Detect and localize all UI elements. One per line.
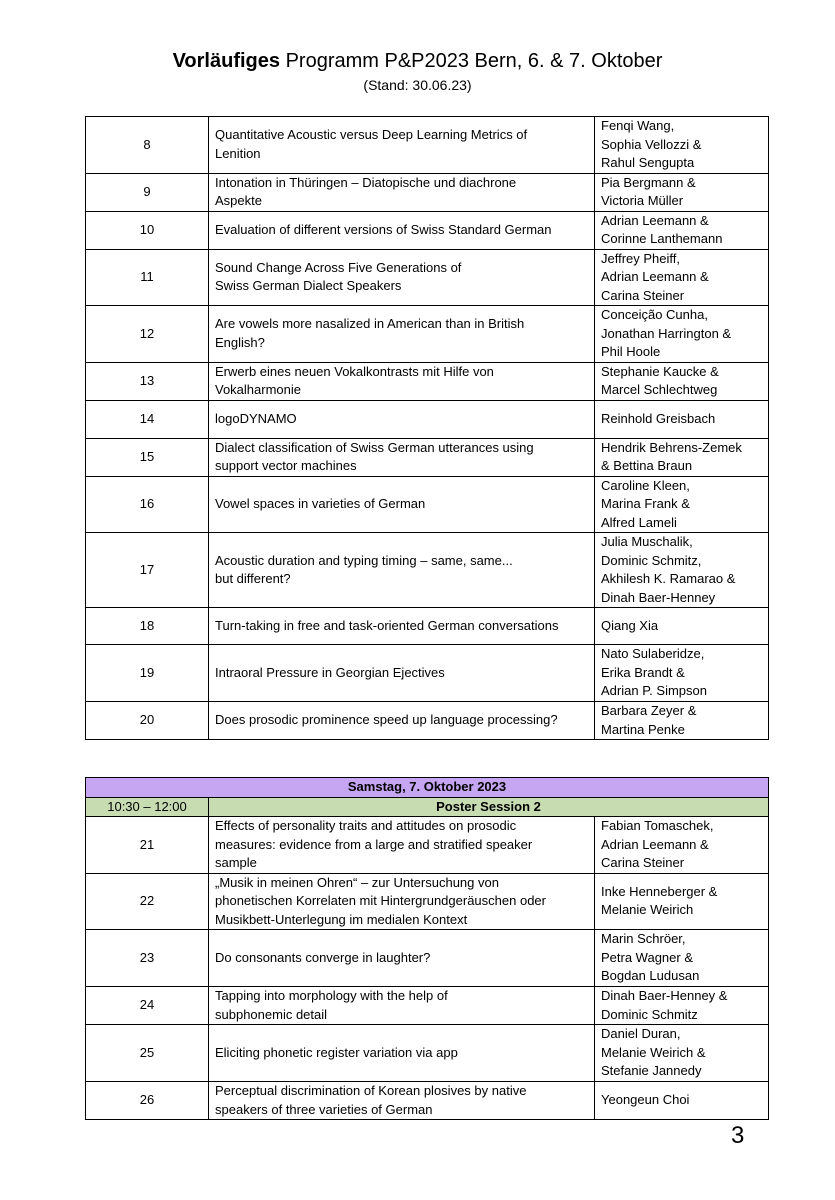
author-line: Julia Muschalik, xyxy=(601,534,693,549)
page-subtitle: (Stand: 30.06.23) xyxy=(363,77,472,93)
talk-authors xyxy=(595,249,769,306)
talk-authors xyxy=(595,400,769,438)
talk-title xyxy=(209,476,595,533)
program-row xyxy=(86,930,769,987)
talk-title-line: Eliciting phonetic register variation via app xyxy=(215,1044,458,1060)
author-line: Marin Schröer, xyxy=(601,931,686,947)
day-header-row xyxy=(86,778,769,798)
program-row xyxy=(86,1082,769,1120)
talk-title-line: Sound Change Across Five Generations of xyxy=(215,259,462,275)
talk-authors xyxy=(595,533,769,608)
author-line: Jonathan Harrington & xyxy=(601,325,732,341)
talk-title xyxy=(209,1082,595,1120)
author-line: Fenqi Wang, xyxy=(601,118,675,133)
author-line: Barbara Zeyer & xyxy=(601,703,697,718)
talk-number: 20 xyxy=(86,702,209,740)
talk-number: 21 xyxy=(86,817,209,874)
author-line: Carina Steiner xyxy=(601,287,685,303)
author-line: Sophia Vellozzi & xyxy=(601,136,702,152)
program-row xyxy=(86,873,769,930)
author-line: Adrian Leemann & xyxy=(601,269,709,284)
talk-number: 22 xyxy=(86,873,209,930)
author-line: Adrian Leemann & xyxy=(601,212,709,228)
talk-authors xyxy=(595,873,769,930)
author-line: Dominic Schmitz xyxy=(601,1006,698,1022)
author-line: Nato Sulaberidze, xyxy=(601,646,705,662)
talk-number: 19 xyxy=(86,645,209,702)
talk-title-line: logoDYNAMO xyxy=(215,410,297,426)
talk-title-line: Intonation in Thüringen – Diatopische und diachrone xyxy=(215,174,517,190)
author-line: Bogdan Ludusan xyxy=(601,968,700,984)
talk-authors xyxy=(595,362,769,400)
talk-authors xyxy=(595,117,769,174)
author-line: Marcel Schlechtweg xyxy=(601,382,718,397)
talk-authors xyxy=(595,702,769,740)
talk-title xyxy=(209,873,595,930)
talk-title xyxy=(209,249,595,306)
author-line: Dinah Baer-Henney xyxy=(601,589,716,605)
talk-number: 13 xyxy=(86,362,209,400)
author-line: Petra Wagner & xyxy=(601,949,694,965)
talk-title-line: Perceptual discrimination of Korean plosives by native xyxy=(215,1083,527,1098)
talk-title-line: Does prosodic prominence speed up language processing? xyxy=(215,712,558,728)
day-label: Samstag, 7. Oktober 2023 xyxy=(86,778,769,798)
author-line: Akhilesh K. Ramarao & xyxy=(601,571,736,586)
talk-authors xyxy=(595,211,769,249)
talk-authors xyxy=(595,987,769,1025)
program-row xyxy=(86,211,769,249)
talk-title-line: „Musik in meinen Ohren“ – zur Untersuchung von xyxy=(215,874,499,890)
author-line: Victoria Müller xyxy=(601,193,684,208)
program-table-body xyxy=(86,117,769,740)
talk-authors xyxy=(595,817,769,874)
talk-title-line: Musikbett-Unterlegung im medialen Kontext xyxy=(215,911,468,927)
talk-title-line: phonetischen Korrelaten mit Hintergrundgeräuschen oder xyxy=(215,893,546,908)
talk-title-line: support vector machines xyxy=(215,458,357,473)
program-row xyxy=(86,987,769,1025)
talk-title xyxy=(209,1025,595,1082)
author-line: Inke Henneberger & xyxy=(601,883,718,899)
author-line: Erika Brandt & xyxy=(601,664,685,680)
program-row xyxy=(86,608,769,645)
program-row xyxy=(86,400,769,438)
talk-number: 17 xyxy=(86,533,209,608)
talk-title xyxy=(209,702,595,740)
page-header xyxy=(0,48,835,94)
page-title xyxy=(0,48,835,74)
talk-number: 15 xyxy=(86,438,209,476)
talk-title-line: Evaluation of different versions of Swiss Standard German xyxy=(215,221,552,237)
talk-title-line: Do consonants converge in laughter? xyxy=(215,949,431,965)
talk-title xyxy=(209,117,595,174)
program-row xyxy=(86,306,769,363)
author-line: & Bettina Braun xyxy=(601,458,693,473)
talk-title xyxy=(209,930,595,987)
talk-title-line: measures: evidence from a large and stratified speaker xyxy=(215,836,533,852)
talk-authors xyxy=(595,306,769,363)
talk-authors xyxy=(595,608,769,645)
author-line: Adrian Leemann & xyxy=(601,836,709,852)
author-line: Melanie Weirich & xyxy=(601,1044,706,1060)
author-line: Martina Penke xyxy=(601,721,685,737)
author-line: Hendrik Behrens-Zemek xyxy=(601,439,742,455)
author-line: Fabian Tomaschek, xyxy=(601,818,714,833)
author-line: Rahul Sengupta xyxy=(601,155,695,170)
talk-number: 18 xyxy=(86,608,209,645)
talk-title-line: Turn-taking in free and task-oriented German conversations xyxy=(215,617,559,633)
talk-title-line: subphonemic detail xyxy=(215,1006,328,1022)
talk-authors xyxy=(595,930,769,987)
talk-title-line: Acoustic duration and typing timing – same, same... xyxy=(215,552,513,568)
talk-title-line: English? xyxy=(215,334,265,350)
author-line: Alfred Lameli xyxy=(601,514,677,530)
talk-title xyxy=(209,173,595,211)
talk-title xyxy=(209,306,595,363)
program-row xyxy=(86,1025,769,1082)
author-line: Carina Steiner xyxy=(601,855,685,870)
talk-number: 14 xyxy=(86,400,209,438)
talk-title-line: Effects of personality traits and attitudes on prosodic xyxy=(215,818,517,833)
program-row xyxy=(86,702,769,740)
talk-title xyxy=(209,400,595,438)
author-line: Conceição Cunha, xyxy=(601,307,708,322)
program-row xyxy=(86,362,769,400)
talk-title xyxy=(209,817,595,874)
author-line: Daniel Duran, xyxy=(601,1026,681,1042)
talk-title-line: Vowel spaces in varieties of German xyxy=(215,496,426,511)
talk-number: 26 xyxy=(86,1082,209,1120)
talk-title-line: Erwerb eines neuen Vokalkontrasts mit Hilfe von xyxy=(215,363,494,379)
program-row xyxy=(86,476,769,533)
talk-title-line: Aspekte xyxy=(215,193,262,208)
talk-title xyxy=(209,211,595,249)
talk-title-line: but different? xyxy=(215,571,291,586)
author-line: Stefanie Jannedy xyxy=(601,1063,702,1079)
session-time: 10:30 – 12:00 xyxy=(86,797,209,817)
session-name: Poster Session 2 xyxy=(209,797,769,817)
talk-authors xyxy=(595,476,769,533)
author-line: Reinhold Greisbach xyxy=(601,410,716,426)
talk-number: 9 xyxy=(86,173,209,211)
talk-title-line: Are vowels more nasalized in American than in British xyxy=(215,316,525,332)
program-row xyxy=(86,817,769,874)
author-line: Adrian P. Simpson xyxy=(601,683,707,699)
talk-title-line: sample xyxy=(215,855,257,870)
program-table-friday xyxy=(85,116,769,740)
title-bold-part: Vorläufiges xyxy=(172,50,281,72)
author-line: Caroline Kleen, xyxy=(601,477,690,493)
talk-title-line: Lenition xyxy=(215,145,261,161)
program-row xyxy=(86,533,769,608)
talk-title-line: Swiss German Dialect Speakers xyxy=(215,278,402,294)
author-line: Qiang Xia xyxy=(601,617,659,633)
talk-number: 11 xyxy=(86,249,209,306)
talk-number: 12 xyxy=(86,306,209,363)
talk-authors xyxy=(595,1082,769,1120)
author-line: Stephanie Kaucke & xyxy=(601,363,719,379)
talk-title-line: Vokalharmonie xyxy=(215,382,301,397)
talk-title-line: Intraoral Pressure in Georgian Ejectives xyxy=(215,664,445,680)
program-row xyxy=(86,249,769,306)
talk-title-line: speakers of three varieties of German xyxy=(215,1101,433,1117)
session-header-row xyxy=(86,797,769,817)
author-line: Phil Hoole xyxy=(601,344,661,359)
talk-title-line: Dialect classification of Swiss German utterances using xyxy=(215,439,534,455)
program-table-body xyxy=(86,778,769,1120)
talk-number: 23 xyxy=(86,930,209,987)
program-row xyxy=(86,645,769,702)
author-line: Dinah Baer-Henney & xyxy=(601,988,728,1003)
talk-authors xyxy=(595,173,769,211)
author-line: Yeongeun Choi xyxy=(601,1092,690,1108)
program-row xyxy=(86,117,769,174)
program-row xyxy=(86,173,769,211)
author-line: Marina Frank & xyxy=(601,496,690,511)
talk-title-line: Tapping into morphology with the help of xyxy=(215,988,448,1003)
talk-title xyxy=(209,608,595,645)
program-row xyxy=(86,438,769,476)
talk-title-line: Quantitative Acoustic versus Deep Learning Metrics of xyxy=(215,127,528,143)
talk-number: 8 xyxy=(86,117,209,174)
author-line: Pia Bergmann & xyxy=(601,174,696,190)
author-line: Corinne Lanthemann xyxy=(601,231,723,246)
talk-title xyxy=(209,987,595,1025)
author-line: Jeffrey Pheiff, xyxy=(601,250,681,266)
talk-title xyxy=(209,533,595,608)
program-table-saturday xyxy=(85,777,769,1120)
author-line: Melanie Weirich xyxy=(601,902,694,918)
talk-title xyxy=(209,438,595,476)
talk-number: 25 xyxy=(86,1025,209,1082)
title-rest: Programm P&P2023 Bern, 6. & 7. Oktober xyxy=(280,50,663,72)
talk-title xyxy=(209,645,595,702)
page-number: 3 xyxy=(731,1122,745,1149)
talk-authors xyxy=(595,1025,769,1082)
talk-number: 10 xyxy=(86,211,209,249)
talk-authors xyxy=(595,645,769,702)
talk-number: 16 xyxy=(86,476,209,533)
talk-authors xyxy=(595,438,769,476)
author-line: Dominic Schmitz, xyxy=(601,552,702,568)
talk-title xyxy=(209,362,595,400)
talk-number: 24 xyxy=(86,987,209,1025)
